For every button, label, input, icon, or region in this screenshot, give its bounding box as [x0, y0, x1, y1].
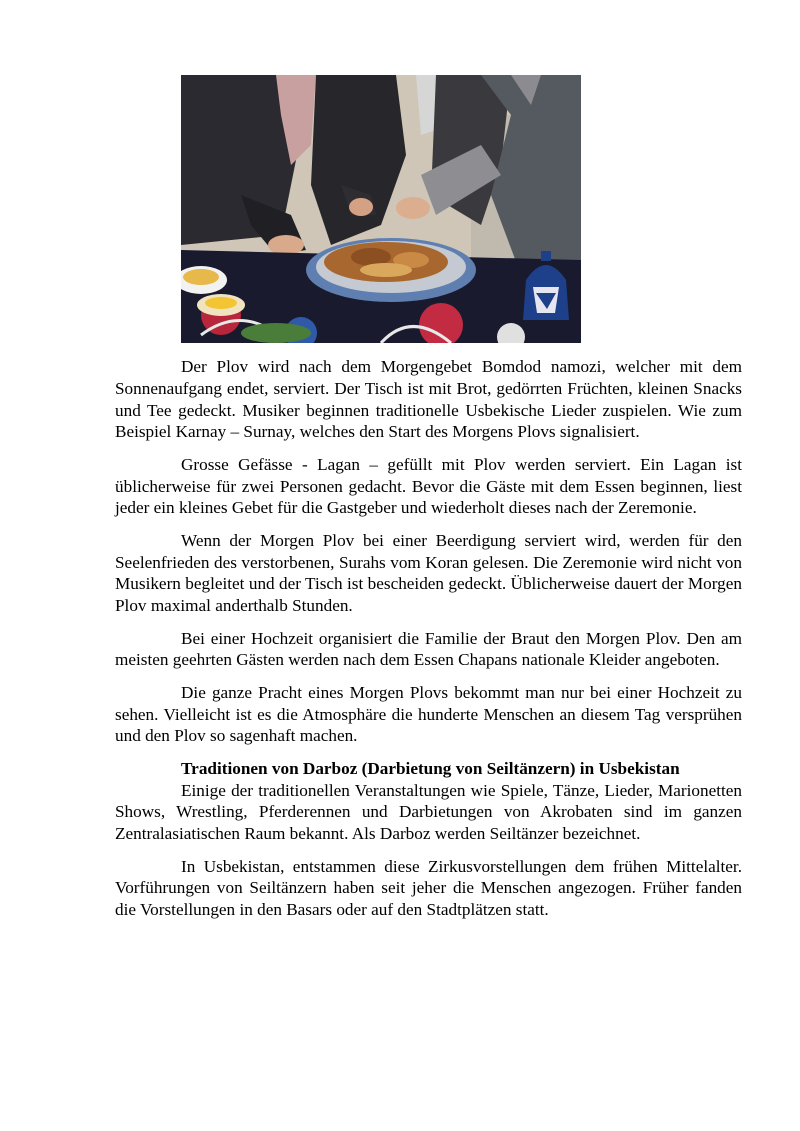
article-body	[115, 356, 742, 931]
plov-photo	[181, 75, 581, 343]
paragraph: Einige der traditionellen Veranstaltungen wie Spiele, Tänze, Lieder, Marionetten Shows, Wrestling, Pferderennen und Darbietungen von Akrobaten sind im ganzen Zentralasiatischen Raum bekannt. Als Darboz werden Seiltänzer bezeichnet.	[115, 780, 742, 844]
paragraph: Die ganze Pracht eines Morgen Plovs bekommt man nur bei einer Hochzeit zu sehen. Vielleicht ist es die Atmosphäre die hunderte Menschen an diesem Tag versprühen und den Plov so sagenhaft machen.	[115, 682, 742, 746]
paragraph: Der Plov wird nach dem Morgengebet Bomdod namozi, welcher mit dem Sonnenaufgang endet, serviert. Der Tisch ist mit Brot, gedörrten Früchten, kleinen Snacks und Tee gedeckt. Musiker beginnen traditionelle Usbekische Lieder zuspielen. Wie zum Beispiel Karnay – Surnay, welches den Start des Morgens Plovs signalisiert.	[115, 357, 742, 442]
paragraph: Wenn der Morgen Plov bei einer Beerdigung serviert wird, werden für den Seelenfrieden des verstorbenen, Surahs vom Koran gelesen. Die Zeremonie wird nicht von Musikern begleitet und der Tisch ist bescheiden gedeckt. Üblicherweise dauert der Morgen Plov maximal anderthalb Stunden.	[115, 530, 742, 616]
section-heading: Traditionen von Darboz (Darbietung von Seiltänzern) in Usbekistan	[181, 758, 680, 778]
paragraph: In Usbekistan, entstammen diese Zirkusvorstellungen dem frühen Mittelalter. Vorführungen von Seiltänzern haben seit jeher die Menschen angezogen. Früher fanden die Vorstellungen in den Basars oder auf den Stadtplätzen statt.	[115, 856, 742, 920]
paragraph: Bei einer Hochzeit organisiert die Familie der Braut den Morgen Plov. Den am meisten geehrten Gästen werden nach dem Essen Chapans nationale Kleider angeboten.	[115, 628, 742, 670]
paragraph: Grosse Gefässe - Lagan – gefüllt mit Plov werden serviert. Ein Lagan ist üblicherweise für zwei Personen gedacht. Bevor die Gäste mit dem Essen beginnen, liest jeder ein kleines Gebet für die Gastgeber und wiederholt dieses nach der Zeremonie.	[115, 454, 742, 518]
